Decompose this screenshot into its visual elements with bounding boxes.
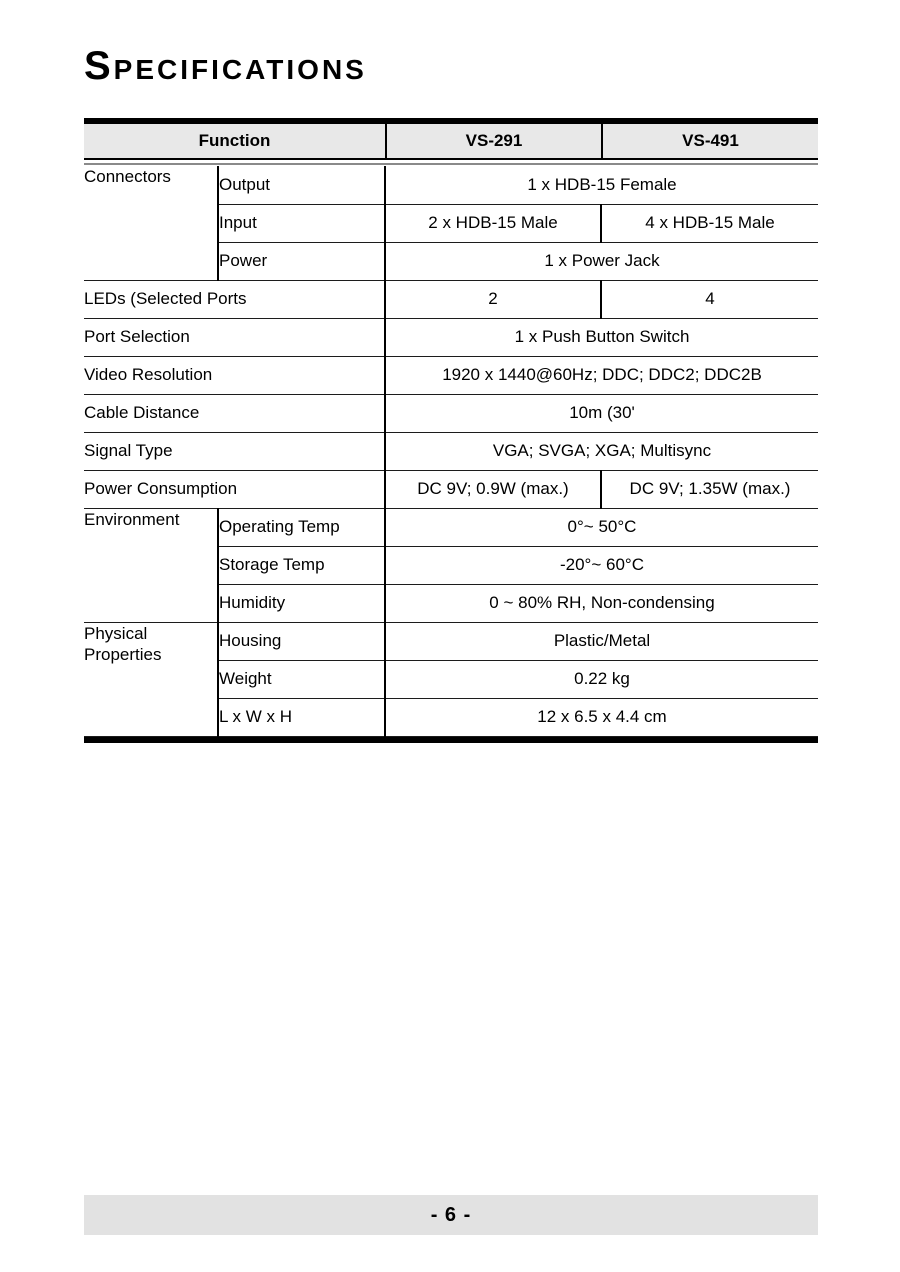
- spec-value-cell: 12 x 6.5 x 4.4 cm: [385, 698, 818, 736]
- spec-label-cell: Input: [218, 204, 385, 242]
- header-cell-vs291: VS-291: [385, 124, 601, 158]
- spec-value-cell: 10m (30': [385, 394, 818, 432]
- category-cell-environment: Environment: [84, 508, 218, 622]
- table-row: [84, 508, 818, 546]
- page-number: - 6 -: [430, 1203, 472, 1226]
- spec-value-cell: VGA; SVGA; XGA; Multisync: [385, 432, 818, 470]
- spec-value-cell-vs291: 2 x HDB-15 Male: [385, 204, 601, 242]
- spec-label-cell: Cable Distance: [84, 394, 385, 432]
- spec-label-cell: Port Selection: [84, 318, 385, 356]
- table-row: [84, 432, 818, 470]
- table-row: [84, 394, 818, 432]
- spec-value-cell: 1 x HDB-15 Female: [385, 166, 818, 204]
- header-double-rule: [84, 158, 818, 165]
- spec-value-cell-vs291: DC 9V; 0.9W (max.): [385, 470, 601, 508]
- table-row: [84, 470, 818, 508]
- category-cell-connectors: Connectors: [84, 166, 218, 280]
- spec-label-cell: Signal Type: [84, 432, 385, 470]
- spec-value-cell: 1 x Push Button Switch: [385, 318, 818, 356]
- category-cell-physical-properties: Physical Properties: [84, 622, 218, 736]
- spec-label-cell: Storage Temp: [218, 546, 385, 584]
- spec-value-cell: 0.22 kg: [385, 660, 818, 698]
- spec-label-cell: Humidity: [218, 584, 385, 622]
- spec-label-cell: LEDs (Selected Ports: [84, 280, 385, 318]
- spec-label-cell: Operating Temp: [218, 508, 385, 546]
- table-row: [84, 318, 818, 356]
- spec-label-cell: Output: [218, 166, 385, 204]
- page-title: Specifications: [84, 44, 367, 88]
- spec-label-cell: Video Resolution: [84, 356, 385, 394]
- spec-value-cell-vs491: DC 9V; 1.35W (max.): [601, 470, 818, 508]
- header-cell-vs491: VS-491: [601, 124, 818, 158]
- spec-label-cell: Power: [218, 242, 385, 280]
- spec-label-cell: Housing: [218, 622, 385, 660]
- spec-label-cell: L x W x H: [218, 698, 385, 736]
- spec-value-cell: Plastic/Metal: [385, 622, 818, 660]
- table-row: [84, 280, 818, 318]
- spec-table-body: [84, 166, 818, 737]
- spec-value-cell: 0°~ 50°C: [385, 508, 818, 546]
- spec-value-cell: 1 x Power Jack: [385, 242, 818, 280]
- spec-label-cell: Power Consumption: [84, 470, 385, 508]
- table-row: [84, 166, 818, 204]
- header-cell-function: Function: [198, 131, 271, 150]
- spec-value-cell-vs491: 4: [601, 280, 818, 318]
- spec-value-cell: 0 ~ 80% RH, Non-condensing: [385, 584, 818, 622]
- table-row: [84, 622, 818, 660]
- spec-value-cell: -20°~ 60°C: [385, 546, 818, 584]
- spec-value-cell: 1920 x 1440@60Hz; DDC; DDC2; DDC2B: [385, 356, 818, 394]
- spec-value-cell-vs491: 4 x HDB-15 Male: [601, 204, 818, 242]
- table-row: [84, 356, 818, 394]
- table-bottom-rule: [84, 737, 818, 743]
- spec-label-cell: Weight: [218, 660, 385, 698]
- table-header-row: [84, 124, 818, 158]
- spec-value-cell-vs291: 2: [385, 280, 601, 318]
- specifications-table: [84, 118, 818, 743]
- page-number-bar: [84, 1195, 818, 1235]
